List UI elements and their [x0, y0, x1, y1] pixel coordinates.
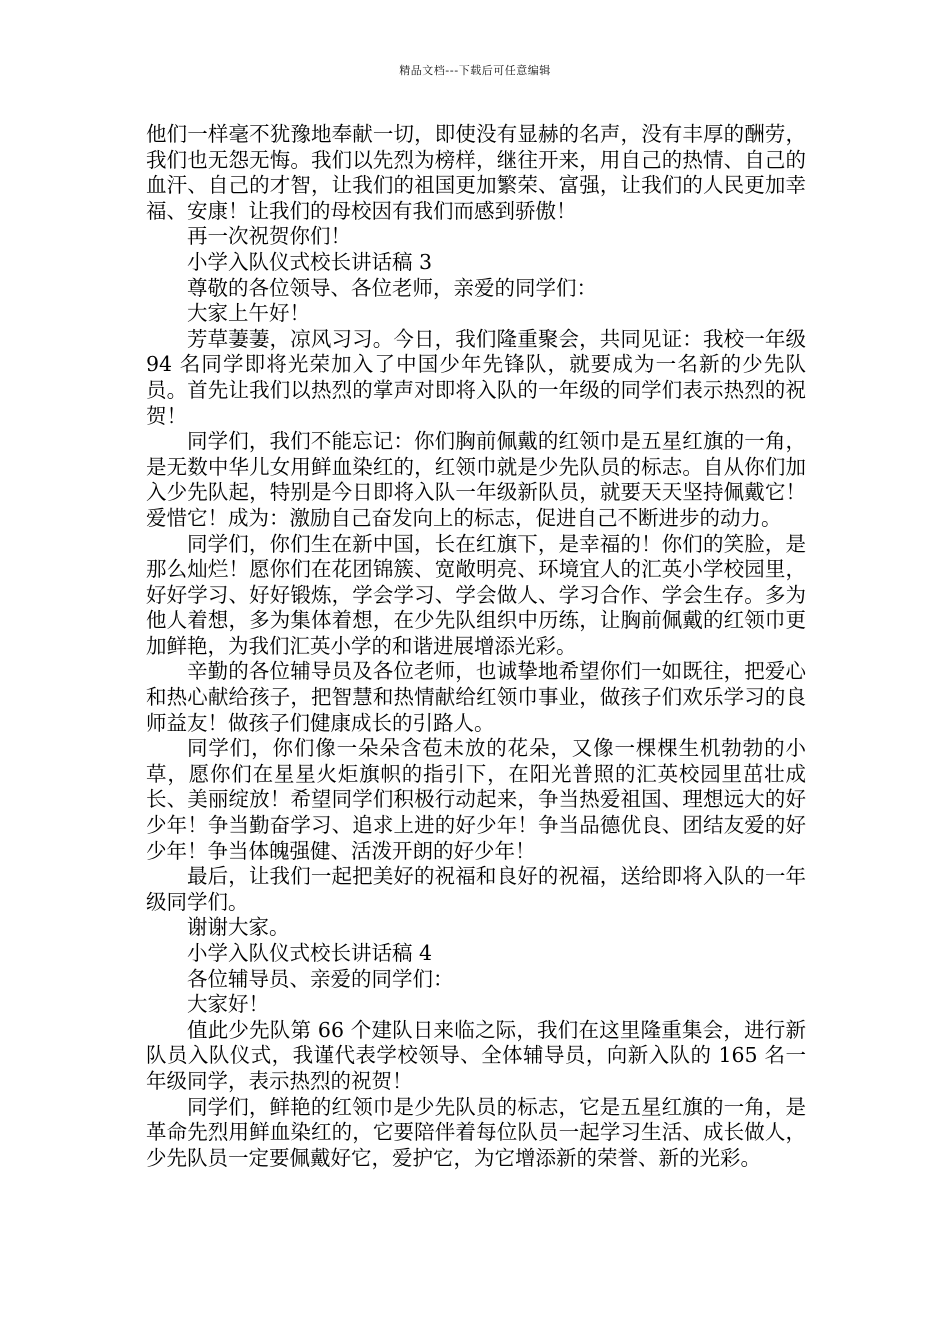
salutation: 各位辅导员、亲爱的同学们： — [187, 966, 454, 991]
paragraph: 同学们，你们生在新中国，长在红旗下，是幸福的！你们的笑脸，是那么灿烂！愿你们在花团锦簇、宽敞明亮、环境宜人的汇英小学校园里，好好学习、好好锻炼，学会学习、学会做人、学习合作、学会生存。多为他人着想，多为集体着想，在少先队组织中历练，让胸前佩戴的红领巾更加鲜艳，为我们汇英小学的和谐进展增添光彩。 — [146, 531, 806, 658]
paragraph: 同学们，你们像一朵朵含苞未放的花朵，又像一棵棵生机勃勃的小草，愿你们在星星火炬旗帜的指引下，在阳光普照的汇英校园里茁壮成长、美丽绽放！希望同学们积极行动起来，争当热爱祖国、理想远大的好少年！争当勤奋学习、追求上进的好少年！争当品德优良、团结友爱的好少年！争当体魄强健、活泼开朗的好少年！ — [146, 736, 806, 863]
paragraph: 最后，让我们一起把美好的祝福和良好的祝福，送给即将入队的一年级同学们。 — [146, 864, 806, 914]
paragraph: 同学们，我们不能忘记：你们胸前佩戴的红领巾是五星红旗的一角，是无数中华儿女用鲜血染红的，红领巾就是少先队员的标志。自从你们加入少先队起，特别是今日即将入队一年级新队员，就要天天坚持佩戴它！爱惜它！成为：激励自己奋发向上的标志，促进自己不断进步的动力。 — [146, 429, 806, 530]
section-title: 小学入队仪式校长讲话稿 4 — [187, 941, 433, 965]
salutation: 尊敬的各位领导、各位老师，亲爱的同学们： — [187, 275, 597, 300]
paragraph: 同学们，鲜艳的红领巾是少先队员的标志，它是五星红旗的一角，是革命先烈用鲜血染红的，它要陪伴着每位队员一起学习生活、成长做人，少先队员一定要佩戴好它，爱护它，为它增添新的荣誉、新的光彩。 — [146, 1094, 806, 1170]
greeting: 大家上午好！ — [187, 301, 310, 326]
section-title: 小学入队仪式校长讲话稿 3 — [187, 249, 433, 274]
page-header: 精品文档---下载后可任意编辑 — [399, 64, 551, 77]
paragraph: 芳草萋萋，凉风习习。今日，我们隆重聚会，共同见证：我校一年级 94 名同学即将光荣加入了中国少年先锋队，就要成为一名新的少先队员。首先让我们以热烈的掌声对即将入队的一年级的同学们表示热烈的祝贺！ — [146, 326, 806, 428]
closing: 谢谢大家。 — [187, 915, 290, 940]
paragraph: 他们一样毫不犹豫地奉献一切，即使没有显赫的名声，没有丰厚的酬劳，我们也无怨无悔。我们以先烈为榜样，继往开来，用自己的热情、自己的血汗、自己的才智，让我们的祖国更加繁荣、富强，让我们的人民更加幸福、安康！让我们的母校因有我们而感到骄傲！ — [146, 122, 806, 223]
document-body — [146, 122, 806, 1171]
greeting: 大家好！ — [187, 992, 269, 1017]
paragraph: 值此少先队第 66 个建队日来临之际，我们在这里隆重集会，进行新队员入队仪式，我谨代表学校领导、全体辅导员，向新入队的 165 名一年级同学，表示热烈的祝贺！ — [146, 1017, 806, 1093]
paragraph: 辛勤的各位辅导员及各位老师，也诚挚地希望你们一如既往，把爱心和热心献给孩子，把智慧和热情献给红领巾事业，做孩子们欢乐学习的良师益友！做孩子们健康成长的引路人。 — [146, 659, 806, 735]
paragraph: 再一次祝贺你们！ — [187, 224, 351, 249]
